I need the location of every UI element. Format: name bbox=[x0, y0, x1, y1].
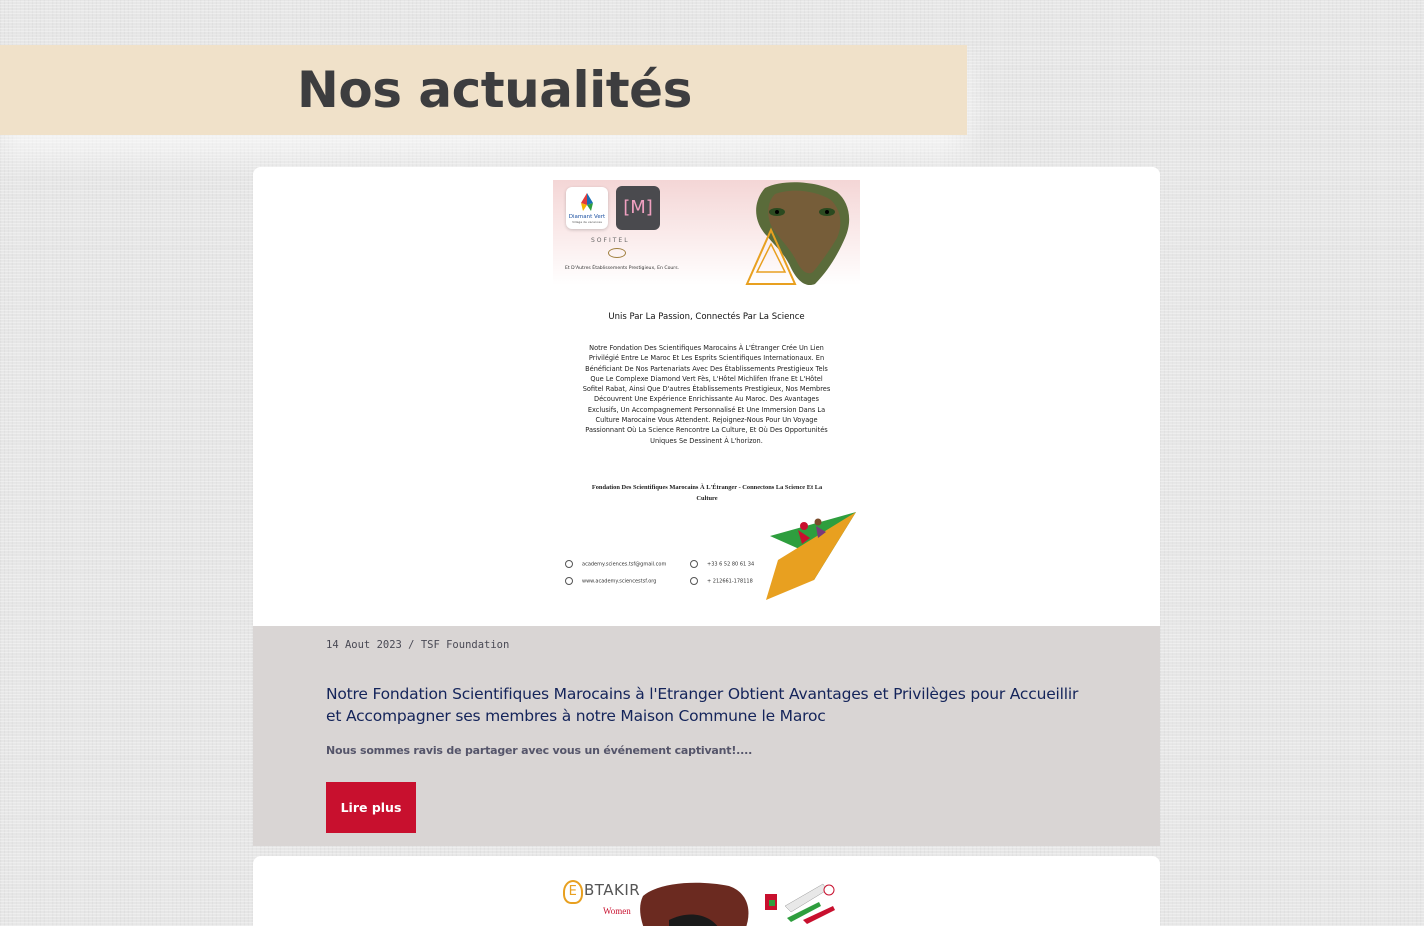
michlifen-logo-icon: [M] bbox=[616, 186, 660, 230]
news-post-card bbox=[253, 167, 1160, 846]
post-info-panel bbox=[253, 626, 1160, 846]
phone-icon bbox=[690, 577, 698, 585]
contact-phone-1-text: +33 6 52 80 61 34 bbox=[707, 561, 755, 568]
news-flyer-image bbox=[553, 180, 860, 603]
contact-email bbox=[565, 560, 666, 568]
contact-phone-1 bbox=[690, 560, 754, 568]
read-more-button[interactable]: Lire plus bbox=[326, 782, 416, 833]
post-title-link[interactable]: Notre Fondation Scientifiques Marocains à l'Etranger Obtient Avantages et Privilèges pour Accueillir et Accompagner ses membres à notre Maison Commune le Maroc bbox=[326, 685, 1079, 725]
post-image[interactable] bbox=[253, 167, 1160, 626]
diamant-logo-text: Diamant Vert bbox=[568, 214, 606, 220]
flags-collage-illustration bbox=[763, 876, 848, 926]
flyer-heading: Unis Par La Passion, Connectés Par La Science bbox=[608, 312, 805, 322]
post-excerpt: Nous sommes ravis de partager avec vous un événement captivant!.... bbox=[326, 744, 753, 757]
contact-website bbox=[565, 577, 656, 585]
ebtakir-logo-letter: E bbox=[563, 880, 583, 904]
sofitel-mark-icon bbox=[608, 248, 626, 258]
paper-plane-illustration bbox=[758, 508, 858, 603]
contact-email-text: academy.sciences.tsf@gmail.com bbox=[582, 561, 667, 568]
flyer-body-text: Notre Fondation Des Scientifiques Marocains À L'Étranger Crée Un Lien Privilégié Entre Le Maroc Et Les Esprits Scientifiques Internationaux. En Bénéficiant De Nos Partenariats Avec Des Établissements Prestigieux Tels Que Le Complexe Diamond Vert Fès, L'Hôtel Michlifen Ifrane Et L'Hôtel Sofitel Rabat, Ainsi Que D'autres Établissements Prestigieux, Nos Membres Découvrent Une Expérience Enrichissante Au Maroc. Des Avantages Exclusifs, Un Accompagnement Personnalisé Et Une Immersion Dans La Culture Marocaine Vous Attendent. Rejoignez-Nous Pour Un Voyage Passionnant Où La Science Rencontre La Culture, Et Où Des Opportunités Uniques Se Dessinent À L'horizon. bbox=[582, 344, 831, 445]
flyer-footer-text: Fondation Des Scientifiques Marocains À L'Étranger - Connectons La Science Et La Culture bbox=[591, 484, 823, 502]
partners-note: Et D'Autres Établissements Prestigieux, En Cours. bbox=[565, 266, 680, 271]
web-icon bbox=[565, 577, 573, 585]
whatsapp-icon bbox=[690, 560, 698, 568]
news-post-card-2[interactable] bbox=[253, 856, 1160, 926]
africa-map-illustration bbox=[639, 880, 754, 926]
ebtakir-logo bbox=[563, 880, 640, 904]
diamant-vert-logo bbox=[566, 187, 608, 229]
page-title: Nos actualités bbox=[297, 61, 692, 119]
contact-website-text: www.academy.sciencestsf.org bbox=[582, 578, 657, 585]
email-icon bbox=[565, 560, 573, 568]
ebtakir-logo-text: BTAKIR bbox=[584, 881, 641, 899]
contact-phone-2-text: + 212661-178118 bbox=[707, 578, 753, 585]
sofitel-logo-text: SOFITEL bbox=[591, 237, 630, 244]
ebtakir-logo-subtitle: Women bbox=[603, 906, 631, 916]
contact-phone-2 bbox=[690, 577, 753, 585]
post-meta: 14 Aout 2023 / TSF Foundation bbox=[326, 639, 510, 651]
africa-face-illustration bbox=[745, 180, 857, 288]
diamant-logo-subtext: Village de vacances bbox=[572, 220, 602, 224]
